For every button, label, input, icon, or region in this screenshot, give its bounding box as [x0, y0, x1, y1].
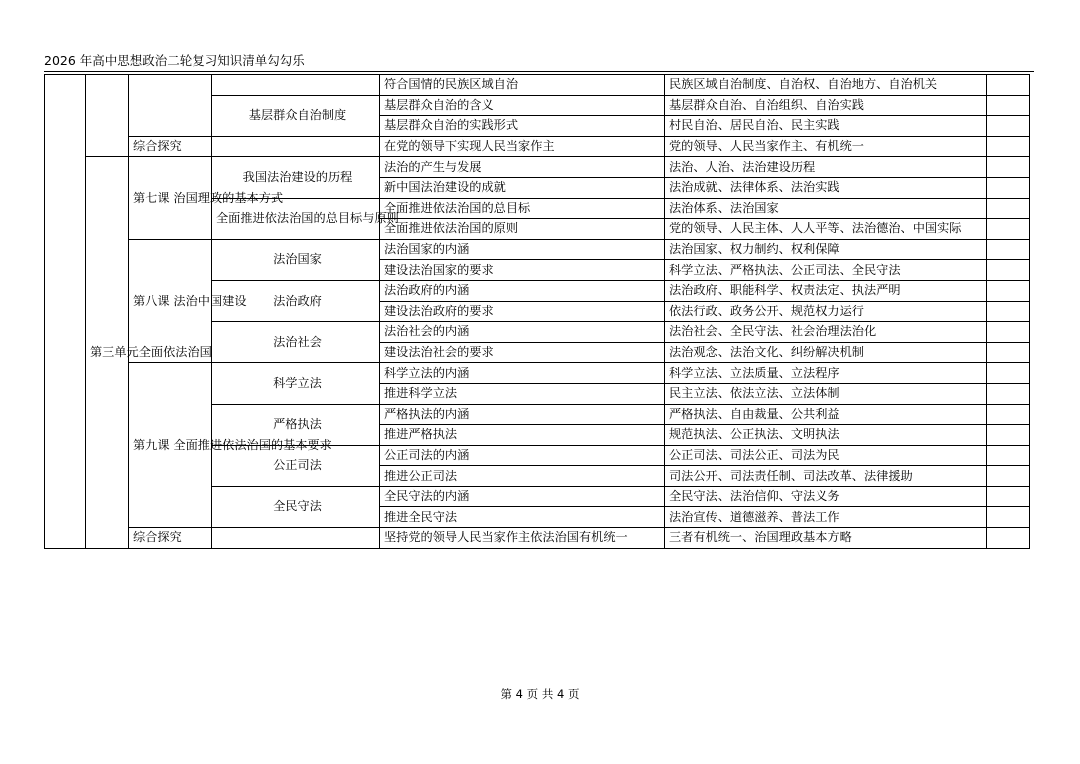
keywords-cell: 基层群众自治、自治组织、自治实践: [665, 95, 987, 116]
topic-cell: 基层群众自治的实践形式: [380, 116, 665, 137]
topic-cell: 全面推进依法治国的原则: [380, 219, 665, 240]
check-cell[interactable]: [987, 280, 1030, 301]
check-cell[interactable]: [987, 486, 1030, 507]
check-cell[interactable]: [987, 425, 1030, 446]
check-cell[interactable]: [987, 507, 1030, 528]
topic-cell: 符合国情的民族区域自治: [380, 75, 665, 96]
section-cell: 法治政府: [212, 280, 380, 321]
check-cell[interactable]: [987, 198, 1030, 219]
topic-cell: 基层群众自治的含义: [380, 95, 665, 116]
section-cell: 我国法治建设的历程: [212, 157, 380, 198]
keywords-cell: 法治宣传、道德滋养、普法工作: [665, 507, 987, 528]
check-cell[interactable]: [987, 177, 1030, 198]
section-cell: 法治国家: [212, 239, 380, 280]
keywords-cell: 村民自治、居民自治、民主实践: [665, 116, 987, 137]
table-row: [45, 239, 1030, 260]
lesson-cell: 第八课 法治中国建设: [129, 239, 212, 363]
topic-cell: 科学立法的内涵: [380, 363, 665, 384]
keywords-cell: 法治成就、法律体系、法治实践: [665, 177, 987, 198]
table-row: [45, 528, 1030, 549]
keywords-cell: 法治体系、法治国家: [665, 198, 987, 219]
keywords-cell: 依法行政、政务公开、规范权力运行: [665, 301, 987, 322]
check-cell[interactable]: [987, 219, 1030, 240]
keywords-cell: 法治社会、全民守法、社会治理法治化: [665, 322, 987, 343]
check-cell[interactable]: [987, 136, 1030, 157]
topic-cell: 坚持党的领导人民当家作主依法治国有机统一: [380, 528, 665, 549]
table-row: [45, 363, 1030, 384]
lesson-cell: 综合探究: [129, 136, 212, 157]
topic-cell: 法治国家的内涵: [380, 239, 665, 260]
section-cell: [212, 75, 380, 96]
keywords-cell: 民族区域自治制度、自治权、自治地方、自治机关: [665, 75, 987, 96]
topic-cell: 建设法治社会的要求: [380, 342, 665, 363]
section-cell: 科学立法: [212, 363, 380, 404]
keywords-cell: 法治国家、权力制约、权利保障: [665, 239, 987, 260]
keywords-cell: 全民守法、法治信仰、守法义务: [665, 486, 987, 507]
knowledge-table: [44, 74, 1030, 549]
keywords-cell: 规范执法、公正执法、文明执法: [665, 425, 987, 446]
check-cell[interactable]: [987, 404, 1030, 425]
check-cell[interactable]: [987, 95, 1030, 116]
keywords-cell: 公正司法、司法公正、司法为民: [665, 445, 987, 466]
unit-cell: 第三单元全面依法治国: [86, 157, 129, 548]
lesson-cell: 第九课 全面推进依法治国的基本要求: [129, 363, 212, 528]
page-number: 第 4 页 共 4 页: [500, 687, 580, 701]
check-cell[interactable]: [987, 239, 1030, 260]
topic-cell: 法治政府的内涵: [380, 280, 665, 301]
document-header: 2026 年高中思想政治二轮复习知识清单勾勾乐: [44, 53, 305, 68]
table-row: [45, 136, 1030, 157]
keywords-cell: 严格执法、自由裁量、公共利益: [665, 404, 987, 425]
topic-cell: 严格执法的内涵: [380, 404, 665, 425]
check-cell[interactable]: [987, 363, 1030, 384]
section-cell: 全民守法: [212, 486, 380, 527]
lesson-cell: 综合探究: [129, 528, 212, 549]
check-cell[interactable]: [987, 116, 1030, 137]
header-rule: [44, 71, 1034, 72]
section-cell: [212, 528, 380, 549]
unit-cell: [86, 75, 129, 157]
book-cell: [45, 75, 86, 549]
check-cell[interactable]: [987, 157, 1030, 178]
keywords-cell: 法治观念、法治文化、纠纷解决机制: [665, 342, 987, 363]
check-cell[interactable]: [987, 342, 1030, 363]
lesson-cell: 第七课 治国理政的基本方式: [129, 157, 212, 239]
keywords-cell: 法治、人治、法治建设历程: [665, 157, 987, 178]
check-cell[interactable]: [987, 383, 1030, 404]
topic-cell: 法治社会的内涵: [380, 322, 665, 343]
topic-cell: 推进科学立法: [380, 383, 665, 404]
keywords-cell: 科学立法、严格执法、公正司法、全民守法: [665, 260, 987, 281]
check-cell[interactable]: [987, 301, 1030, 322]
topic-cell: 建设法治国家的要求: [380, 260, 665, 281]
topic-cell: 推进全民守法: [380, 507, 665, 528]
table-row: [45, 157, 1030, 178]
topic-cell: 公正司法的内涵: [380, 445, 665, 466]
section-cell: 公正司法: [212, 445, 380, 486]
check-cell[interactable]: [987, 445, 1030, 466]
section-cell: 严格执法: [212, 404, 380, 445]
section-cell: 法治社会: [212, 322, 380, 363]
keywords-cell: 法治政府、职能科学、权责法定、执法严明: [665, 280, 987, 301]
keywords-cell: 民主立法、依法立法、立法体制: [665, 383, 987, 404]
topic-cell: 新中国法治建设的成就: [380, 177, 665, 198]
topic-cell: 推进严格执法: [380, 425, 665, 446]
check-cell[interactable]: [987, 466, 1030, 487]
check-cell[interactable]: [987, 75, 1030, 96]
table-row: [45, 75, 1030, 96]
topic-cell: 建设法治政府的要求: [380, 301, 665, 322]
topic-cell: 推进公正司法: [380, 466, 665, 487]
check-cell[interactable]: [987, 322, 1030, 343]
keywords-cell: 三者有机统一、治国理政基本方略: [665, 528, 987, 549]
section-cell: 基层群众自治制度: [212, 95, 380, 136]
keywords-cell: 党的领导、人民主体、人人平等、法治德治、中国实际: [665, 219, 987, 240]
lesson-cell: [129, 75, 212, 137]
keywords-cell: 党的领导、人民当家作主、有机统一: [665, 136, 987, 157]
keywords-cell: 科学立法、立法质量、立法程序: [665, 363, 987, 384]
keywords-cell: 司法公开、司法责任制、司法改革、法律援助: [665, 466, 987, 487]
topic-cell: 全民守法的内涵: [380, 486, 665, 507]
topic-cell: 法治的产生与发展: [380, 157, 665, 178]
topic-cell: 全面推进依法治国的总目标: [380, 198, 665, 219]
check-cell[interactable]: [987, 528, 1030, 549]
topic-cell: 在党的领导下实现人民当家作主: [380, 136, 665, 157]
section-cell: [212, 136, 380, 157]
section-cell: 全面推进依法治国的总目标与原则: [212, 198, 380, 239]
check-cell[interactable]: [987, 260, 1030, 281]
